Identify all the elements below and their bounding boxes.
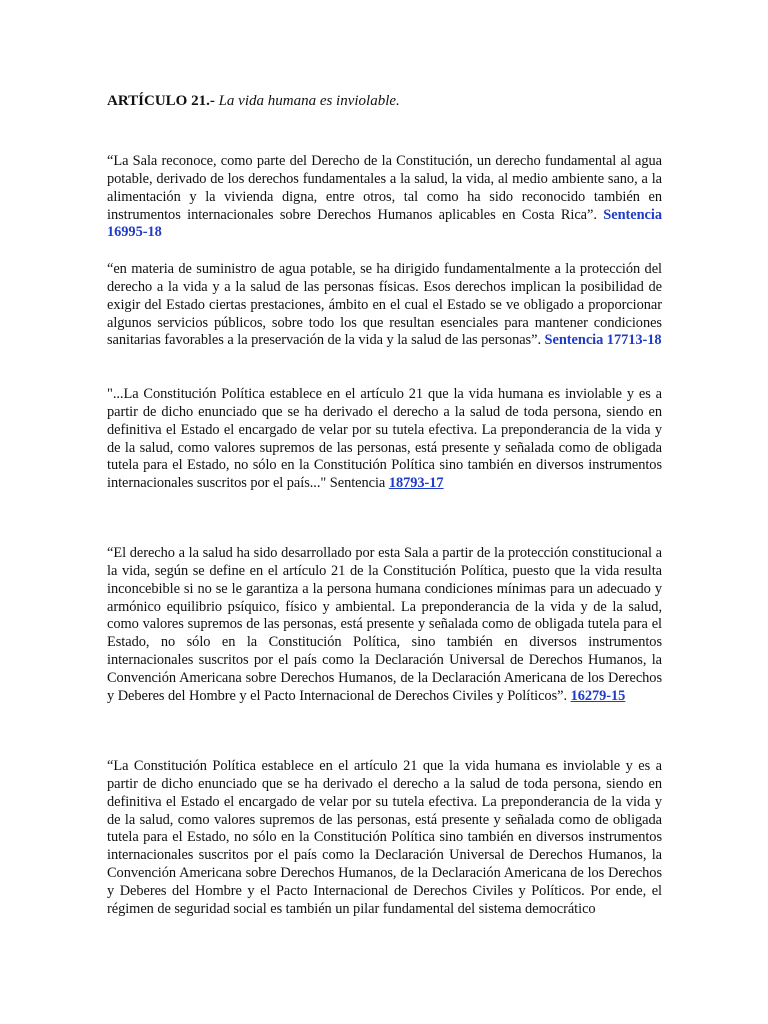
paragraph-5: [107, 758, 662, 919]
sentencia-reference-1: Sentencia 16995-18: [107, 206, 662, 241]
sentencia-link-4[interactable]: 16279-15: [570, 687, 626, 704]
article-heading: [107, 91, 667, 111]
paragraph-4-text: “El derecho a la salud ha sido desarrollado por esta Sala a partir de la protección constitucional a la vida, según se define en el artículo 21 de la Constitución Política, puesto que la vida resulta inconcebible si no se le garantiza a la persona humana condiciones mínimas para un adecuado y armónico equilibrio psíquico, físico y ambiental. La preponderancia de la vida y de la salud, como valores supremos de las personas, está presente y señalada como de obligada tutela para el Estado, no sólo en la Constitución Política, sino también en diversos instrumentos internacionales suscritos por el país como la Declaración Universal de Derechos Humanos, la Convención Americana sobre Derechos Humanos, de la Declaración Americana de los Derechos y Deberes del Hombre y el Pacto Internacional de Derechos Civiles y Políticos”.: [107, 545, 662, 704]
sentencia-link-3[interactable]: 18793-17: [388, 475, 444, 492]
paragraph-1-text: “La Sala reconoce, como parte del Derecho de la Constitución, un derecho fundamental al agua potable, derivado de los derechos fundamentales a la salud, la vida, al medio ambiente sano, a la alimentación y la vivienda digna, entre otros, tal como ha sido reconocido también en instrumentos internacionales sobre Derechos Humanos aplicables en Costa Rica”.: [107, 153, 662, 223]
paragraph-4: [107, 545, 662, 706]
paragraph-3-text: "...La Constitución Política establece en el artículo 21 que la vida humana es inviolable y es a partir de dicho enunciado que se ha derivado el derecho a la salud de toda persona, siendo en definitiva el Estado el encargado de velar por su tutela efectiva. La preponderancia de la vida y de la salud, como valores supremos de las personas, está presente y señalada como de obligada tutela para el Estado, no sólo en la Constitución Política sino también en diversos instrumentos internacionales suscritos por el país..." Sentencia: [107, 386, 662, 492]
paragraph-2-text: “en materia de suministro de agua potable, se ha dirigido fundamentalmente a la protección del derecho a la vida y a la salud de las personas físicas. Esos derechos implican la posibilidad de exigir del Estado ciertas prestaciones, ámbito en el cual el Estado se ve obligado a proporcionar algunos servicios públicos, sobre todo los que resultan esenciales para mantener condiciones sanitarias favorables a la preservación de la vida y la salud de las personas”.: [107, 261, 662, 349]
paragraph-1: [107, 153, 662, 242]
sentencia-reference-2: Sentencia 17713-18: [544, 332, 662, 349]
paragraph-2: [107, 261, 662, 350]
article-subtitle: La vida humana es inviolable.: [218, 93, 400, 109]
paragraph-5-text: “La Constitución Política establece en el artículo 21 que la vida humana es inviolable y es a partir de dicho enunciado que se ha derivado el derecho a la salud de toda persona, siendo en definitiva el Estado el encargado de velar por su tutela efectiva. La preponderancia de la vida y de la salud, como valores supremos de las personas, está presente y señalada como de obligada tutela para el Estado, no sólo en la Constitución Política sino también en diversos instrumentos internacionales suscritos por el país como la Declaración Universal de Derechos Humanos, la Convención Americana sobre Derechos Humanos, de la Declaración Americana de los Derechos y Deberes del Hombre y el Pacto Internacional de Derechos Civiles y Políticos. Por ende, el régimen de seguridad social es también un pilar fundamental del sistema democrático: [107, 758, 662, 917]
article-label: ARTÍCULO 21.-: [107, 93, 215, 109]
paragraph-3: [107, 386, 662, 493]
